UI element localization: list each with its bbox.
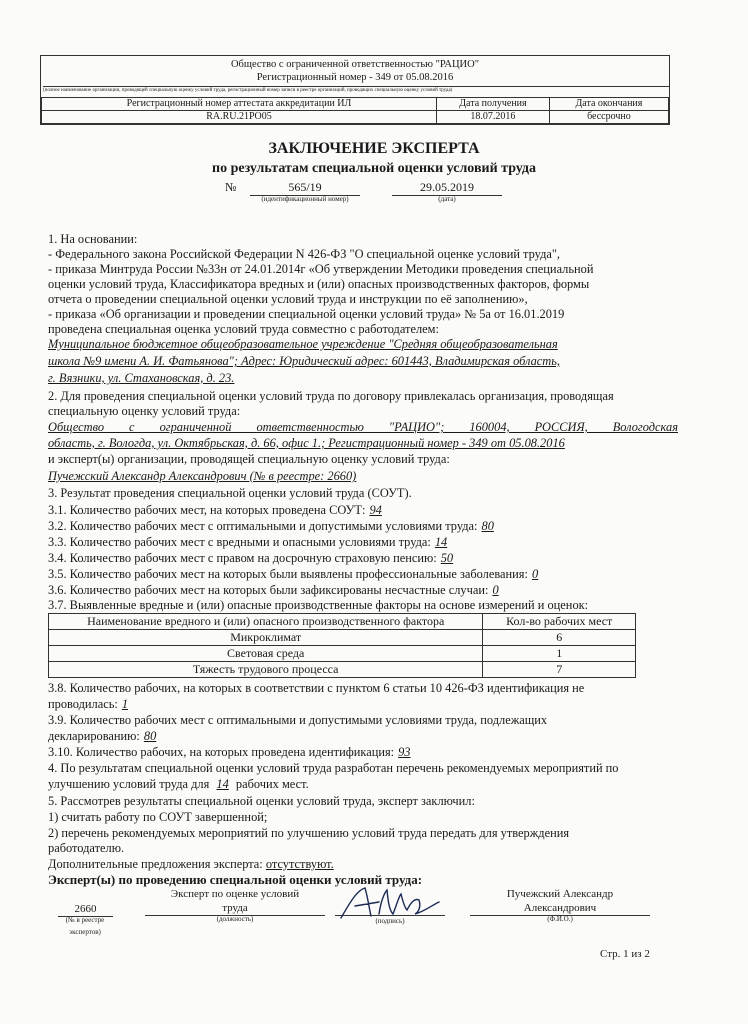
organization-caption: (полное наименование организации, проводящей специальную оценку условий труда, регистрационный номер записи в реестре организаций, проводящих специальную оценку условий труда) <box>43 86 669 94</box>
result-3-9 <box>48 729 678 744</box>
result-3-3-value: 14 <box>434 535 448 549</box>
measures-count: 14 <box>216 777 229 791</box>
contractor-intro-2: специальную оценку условий труда: <box>48 404 241 418</box>
experts-intro: и эксперт(ы) организации, проводящей специальную оценку условий труда: <box>48 452 450 466</box>
contractor-intro-1: 2. Для проведения специальной оценки условий труда по договору привлекалась организация, проводящая <box>48 389 614 403</box>
number-caption: (идентификационный номер) <box>261 195 349 203</box>
conclusion-date: 29.05.2019 <box>392 180 502 196</box>
table-row <box>49 646 636 662</box>
organization-reg-number: Регистрационный номер - 349 от 05.08.2016 <box>256 72 454 83</box>
result-3-2 <box>48 519 678 534</box>
basis-order-33n-3: отчета о проведении специальной оценки условий труда и инструкции по её заполнению», <box>48 292 528 306</box>
conclusion-item-1: 1) считать работу по СОУТ завершенной; <box>48 810 268 824</box>
signature-caption: (подпись) <box>375 917 405 925</box>
number-sign: № <box>225 180 237 194</box>
table-row <box>49 630 636 646</box>
registry-caption-2: экспертов) <box>69 928 101 936</box>
result-3-8-label: проводилась: <box>48 697 118 711</box>
measures-line-2 <box>48 777 678 792</box>
expert-fio-1: Пучежский Александр <box>506 888 614 900</box>
result-3-2-label: 3.2. Количество рабочих мест с оптимальными и допустимыми условиями труда: <box>48 519 478 533</box>
end-date: бессрочно <box>549 111 668 124</box>
expert-registry-number: 2660 <box>58 903 113 917</box>
contractor-line-2: область, г. Вологда, ул. Октябрьская, д. 66, офис 1.; Регистрационный номер - 349 от 05.08.2016 <box>48 436 565 450</box>
basis-law: - Федерального закона Российской Федерации N 426-ФЗ "О специальной оценке условий труда", <box>48 247 561 261</box>
factor-count: 1 <box>483 646 636 662</box>
date-caption: (дата) <box>438 195 456 203</box>
result-3-4 <box>48 551 678 566</box>
basis-order-33n-1: - приказа Минтруда России №33н от 24.01.2014г «Об утверждении Методики проведения специальной <box>48 262 594 276</box>
result-3-6 <box>48 583 678 598</box>
additional-proposals-value: отсутствуют. <box>265 857 334 871</box>
result-3-5 <box>48 567 678 582</box>
result-3-8 <box>48 697 678 712</box>
end-date-header: Дата окончания <box>549 98 668 111</box>
factor-name: Микроклимат <box>49 630 483 646</box>
result-3-9-value: 80 <box>143 729 157 743</box>
fio-caption: (Ф.И.О.) <box>547 915 573 923</box>
result-3-6-value: 0 <box>492 583 499 597</box>
expert-name: Пучежский Александр Александрович (№ в реестре: 2660) <box>48 469 357 483</box>
table-row <box>49 662 636 678</box>
factor-name: Световая среда <box>49 646 483 662</box>
position-caption: (должность) <box>216 915 254 923</box>
factors-header-count: Кол-во рабочих мест <box>483 614 636 630</box>
organization-name: Общество с ограниченной ответственностью "РАЦИО" <box>230 59 480 70</box>
basis-heading: 1. На основании: <box>48 232 138 246</box>
registry-caption-1: (№ в реестре <box>65 916 105 924</box>
result-3-3 <box>48 535 678 550</box>
conclusion-item-2-line-2: работодателю. <box>48 841 125 855</box>
measures-suffix: рабочих мест. <box>235 777 309 791</box>
contractor-line-1: Общество с ограниченной ответственностью "РАЦИО"; 160004, РОССИЯ, Вологодская <box>48 420 678 434</box>
document-title: ЗАКЛЮЧЕНИЕ ЭКСПЕРТА <box>268 140 480 157</box>
result-3-1 <box>48 503 678 518</box>
measures-label: улучшению условий труда для <box>48 777 210 791</box>
result-3-8-value: 1 <box>121 697 129 711</box>
result-3-10-value: 93 <box>398 745 411 759</box>
basis-order-33n-2: оценки условий труда, Классификатора вредных и (или) опасных производственных факторов, формы <box>48 277 590 291</box>
additional-proposals <box>48 857 678 872</box>
result-3-9-label: декларированию: <box>48 729 140 743</box>
result-3-4-label: 3.4. Количество рабочих мест с правом на досрочную страховую пенсию: <box>48 551 437 565</box>
factors-table <box>48 613 636 678</box>
organization-header-box <box>40 55 670 125</box>
result-3-10 <box>48 745 678 760</box>
result-3-5-label: 3.5. Количество рабочих мест на которых были выявлены профессиональные заболевания: <box>48 567 528 581</box>
expert-position-2: труда <box>145 902 325 916</box>
basis-order-5a: - приказа «Об организации и проведении специальной оценки условий труда» № 5а от 16.01.2019 <box>48 307 565 321</box>
result-3-10-label: 3.10. Количество рабочих, на которых проведена идентификация: <box>48 745 395 759</box>
employer-intro: проведена специальная оценка условий труда совместно с работодателем: <box>48 322 439 336</box>
factors-header-name: Наименование вредного и (или) опасного производственного фактора <box>49 614 483 630</box>
result-3-1-value: 94 <box>369 503 382 517</box>
result-3-3-label: 3.3. Количество рабочих мест с вредными и опасными условиями труда: <box>48 535 431 549</box>
measures-line-1: 4. По результатам специальной оценки условий труда разработан перечень рекомендуемых мероприятий по <box>48 761 619 775</box>
document-subtitle: по результатам специальной оценки условий труда <box>212 161 536 176</box>
result-3-5-value: 0 <box>531 567 539 581</box>
accreditation-number: RA.RU.21PO05 <box>42 111 437 124</box>
expert-position-1: Эксперт по оценке условий <box>170 888 300 900</box>
page-number: Стр. 1 из 2 <box>600 948 650 960</box>
received-date-header: Дата получения <box>437 98 550 111</box>
expert-fio-2: Александрович <box>470 902 650 916</box>
employer-line-2: школа №9 имени А. И. Фатьянова"; Адрес: Юридический адрес: 601443, Владимирская область, <box>48 354 560 368</box>
factor-count: 7 <box>483 662 636 678</box>
conclusion-item-2-line-1: 2) перечень рекомендуемых мероприятий по улучшению условий труда передать для утверждения <box>48 826 570 840</box>
result-3-7: 3.7. Выявленные вредные и (или) опасные производственные факторы на основе измерений и оценок: <box>48 598 589 612</box>
additional-proposals-label: Дополнительные предложения эксперта: <box>48 857 263 871</box>
employer-line-3: г. Вязники, ул. Стахановская, д. 23. <box>48 371 235 385</box>
results-heading: 3. Результат проведения специальной оценки условий труда (СОУТ). <box>48 486 412 500</box>
accreditation-header: Регистрационный номер аттестата аккредитации ИЛ <box>42 98 437 111</box>
result-3-6-label: 3.6. Количество рабочих мест на которых были зафиксированы несчастные случаи: <box>48 583 489 597</box>
result-3-1-label: 3.1. Количество рабочих мест, на которых проведена СОУТ: <box>48 503 366 517</box>
factor-count: 6 <box>483 630 636 646</box>
factor-name: Тяжесть трудового процесса <box>49 662 483 678</box>
employer-line-1: Муниципальное бюджетное общеобразовательное учреждение "Средняя общеобразовательная <box>48 337 558 351</box>
received-date: 18.07.2016 <box>437 111 550 124</box>
result-3-4-value: 50 <box>440 551 454 565</box>
signature-heading: Эксперт(ы) по проведению специальной оценки условий труда: <box>48 872 423 887</box>
result-3-8-line-1: 3.8. Количество рабочих, на которых в соответствии с пунктом 6 статьи 10 426-ФЗ идентификация не <box>48 681 585 695</box>
result-3-2-value: 80 <box>481 519 494 533</box>
conclusion-heading: 5. Рассмотрев результаты специальной оценки условий труда, эксперт заключил: <box>48 794 475 808</box>
conclusion-number: 565/19 <box>250 180 360 196</box>
result-3-9-line-1: 3.9. Количество рабочих мест с оптимальными и допустимыми условиями труда, подлежащих <box>48 713 548 727</box>
accreditation-table <box>41 97 669 124</box>
